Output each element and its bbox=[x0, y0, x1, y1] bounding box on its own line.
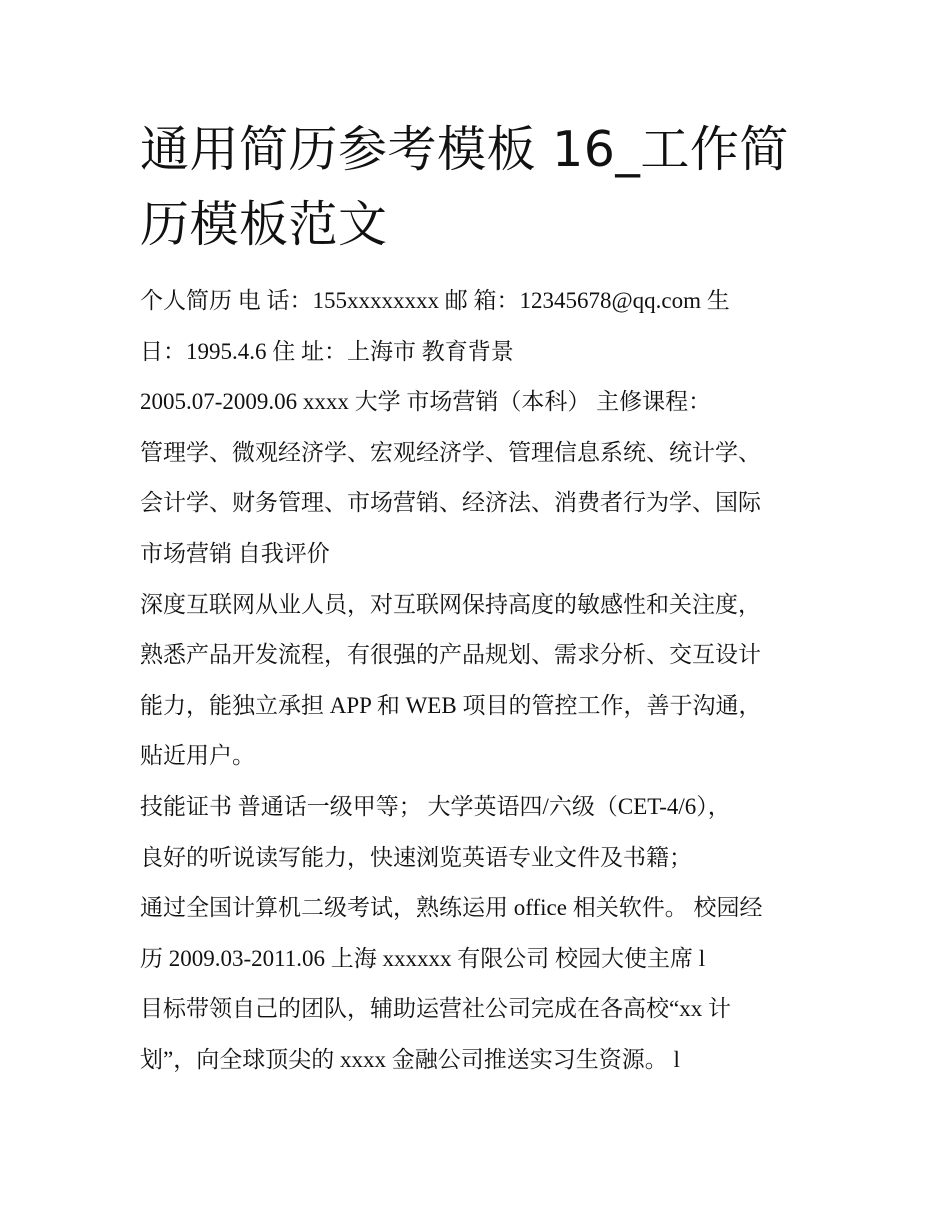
body-line-courses-2: 会计学、财务管理、市场营销、经济法、消费者行为学、国际 bbox=[140, 490, 761, 516]
body-line-self-evaluation-4: 贴近用户。 bbox=[140, 743, 255, 769]
body-line-skills-1: 技能证书 普通话一级甲等； 大学英语四/六级（CET-4/6）， bbox=[140, 793, 731, 819]
body-line-campus-experience-3: 划”，向全球顶尖的 xxxx 金融公司推送实习生资源。 l bbox=[140, 1046, 680, 1072]
body-line-campus-experience-2: 目标带领自己的团队，辅助运营社公司完成在各高校“xx 计 bbox=[140, 996, 731, 1022]
body-line-education: 2005.07-2009.06 xxxx 大学 市场营销（本科） 主修课程： bbox=[140, 389, 712, 415]
body-line-contact-2: 日：1995.4.6 住 址：上海市 教育背景 bbox=[140, 338, 514, 364]
body-line-campus-experience-1: 历 2009.03-2011.06 上海 xxxxxx 有限公司 校园大使主席 l bbox=[140, 945, 706, 971]
title-line-2: 历模板范文 bbox=[140, 196, 388, 253]
body-line-self-evaluation-2: 熟悉产品开发流程，有很强的产品规划、需求分析、交互设计 bbox=[140, 642, 761, 668]
body-line-skills-2: 良好的听说读写能力，快速浏览英语专业文件及书籍； bbox=[140, 844, 692, 870]
title-line-1: 通用简历参考模板 16_工作简 bbox=[140, 121, 789, 178]
document-body bbox=[140, 276, 830, 1086]
body-line-skills-3: 通过全国计算机二级考试，熟练运用 office 相关软件。 校园经 bbox=[140, 895, 763, 921]
body-line-courses-3: 市场营销 自我评价 bbox=[140, 540, 330, 566]
document-title bbox=[140, 112, 820, 262]
body-line-self-evaluation-3: 能力，能独立承担 APP 和 WEB 项目的管控工作，善于沟通， bbox=[140, 692, 762, 718]
body-line-contact-1: 个人简历 电 话：155xxxxxxxx 邮 箱：12345678@qq.com 生 bbox=[140, 288, 730, 313]
body-line-self-evaluation-1: 深度互联网从业人员，对互联网保持高度的敏感性和关注度， bbox=[140, 591, 761, 617]
body-line-courses-1: 管理学、微观经济学、宏观经济学、管理信息系统、统计学、 bbox=[140, 439, 761, 465]
